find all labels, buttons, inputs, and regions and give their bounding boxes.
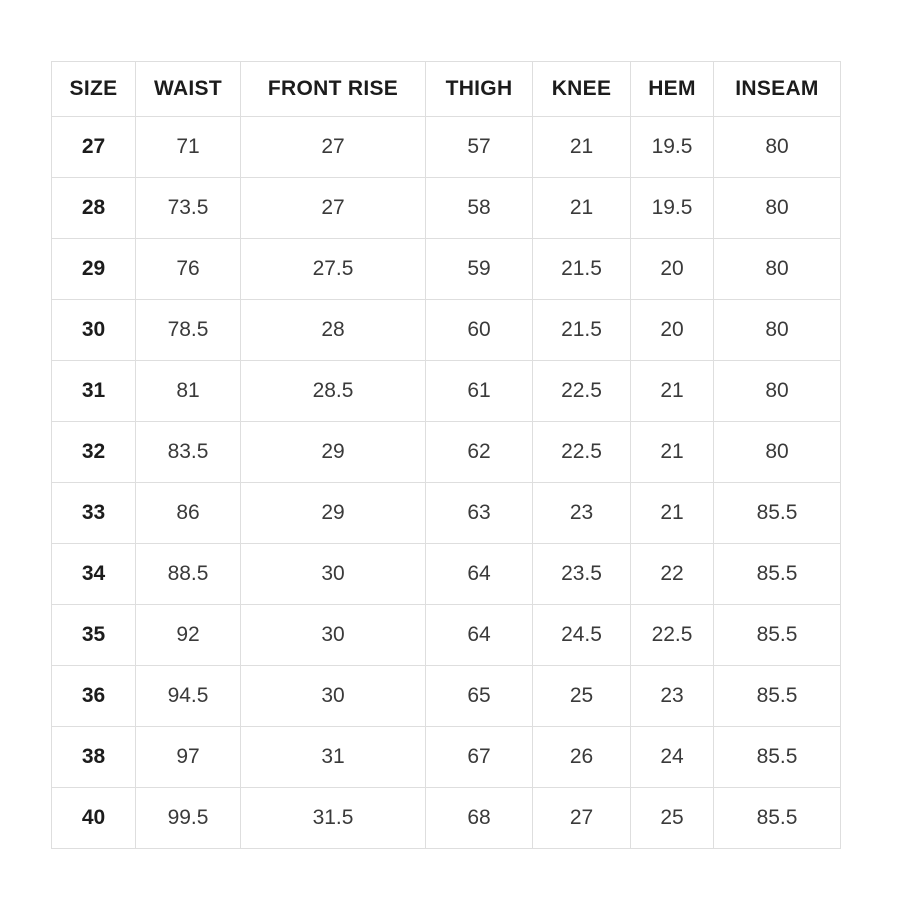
table-cell: 60: [426, 300, 533, 361]
table-cell: 80: [714, 178, 841, 239]
table-cell: 29: [241, 422, 426, 483]
table-row: [52, 483, 841, 544]
table-cell: 76: [136, 239, 241, 300]
table-row: [52, 666, 841, 727]
table-cell: 73.5: [136, 178, 241, 239]
table-cell: 78.5: [136, 300, 241, 361]
table-cell: 21: [631, 483, 714, 544]
table-cell: 27: [241, 117, 426, 178]
table-cell: 80: [714, 361, 841, 422]
table-cell: 19.5: [631, 178, 714, 239]
table-cell: 28.5: [241, 361, 426, 422]
table-cell: 86: [136, 483, 241, 544]
column-header-waist: WAIST: [136, 62, 241, 117]
table-cell: 27: [533, 788, 631, 849]
table-cell: 97: [136, 727, 241, 788]
table-cell: 85.5: [714, 666, 841, 727]
table-cell: 58: [426, 178, 533, 239]
size-cell: 28: [52, 178, 136, 239]
table-cell: 24: [631, 727, 714, 788]
table-row: [52, 178, 841, 239]
column-header-front-rise: FRONT RISE: [241, 62, 426, 117]
table-cell: 29: [241, 483, 426, 544]
table-cell: 64: [426, 605, 533, 666]
table-row: [52, 300, 841, 361]
size-cell: 27: [52, 117, 136, 178]
size-chart-table: [51, 61, 841, 849]
size-cell: 33: [52, 483, 136, 544]
size-cell: 29: [52, 239, 136, 300]
table-cell: 26: [533, 727, 631, 788]
table-cell: 23.5: [533, 544, 631, 605]
table-cell: 62: [426, 422, 533, 483]
table-cell: 83.5: [136, 422, 241, 483]
table-cell: 85.5: [714, 788, 841, 849]
table-cell: 85.5: [714, 727, 841, 788]
table-cell: 28: [241, 300, 426, 361]
table-cell: 21.5: [533, 239, 631, 300]
table-cell: 21: [631, 361, 714, 422]
size-cell: 38: [52, 727, 136, 788]
table-cell: 71: [136, 117, 241, 178]
table-cell: 27: [241, 178, 426, 239]
table-cell: 31: [241, 727, 426, 788]
table-cell: 67: [426, 727, 533, 788]
size-cell: 30: [52, 300, 136, 361]
table-cell: 25: [533, 666, 631, 727]
size-cell: 35: [52, 605, 136, 666]
table-cell: 23: [631, 666, 714, 727]
table-cell: 80: [714, 117, 841, 178]
header-row: [52, 62, 841, 117]
column-header-inseam: INSEAM: [714, 62, 841, 117]
table-cell: 80: [714, 300, 841, 361]
table-cell: 31.5: [241, 788, 426, 849]
table-cell: 88.5: [136, 544, 241, 605]
size-cell: 40: [52, 788, 136, 849]
table-cell: 65: [426, 666, 533, 727]
table-cell: 81: [136, 361, 241, 422]
column-header-thigh: THIGH: [426, 62, 533, 117]
table-cell: 30: [241, 605, 426, 666]
table-cell: 22.5: [631, 605, 714, 666]
table-cell: 92: [136, 605, 241, 666]
table-cell: 19.5: [631, 117, 714, 178]
table-cell: 63: [426, 483, 533, 544]
table-cell: 85.5: [714, 544, 841, 605]
table-row: [52, 788, 841, 849]
table-cell: 25: [631, 788, 714, 849]
size-cell: 34: [52, 544, 136, 605]
table-cell: 99.5: [136, 788, 241, 849]
table-row: [52, 239, 841, 300]
table-cell: 94.5: [136, 666, 241, 727]
table-cell: 21: [533, 178, 631, 239]
column-header-size: SIZE: [52, 62, 136, 117]
table-cell: 20: [631, 239, 714, 300]
table-row: [52, 605, 841, 666]
size-cell: 32: [52, 422, 136, 483]
table-cell: 21: [533, 117, 631, 178]
table-cell: 30: [241, 544, 426, 605]
table-cell: 61: [426, 361, 533, 422]
table-cell: 21.5: [533, 300, 631, 361]
table-cell: 24.5: [533, 605, 631, 666]
column-header-hem: HEM: [631, 62, 714, 117]
table-cell: 68: [426, 788, 533, 849]
table-row: [52, 361, 841, 422]
table-cell: 27.5: [241, 239, 426, 300]
table-cell: 22.5: [533, 361, 631, 422]
column-header-knee: KNEE: [533, 62, 631, 117]
table-cell: 22.5: [533, 422, 631, 483]
table-row: [52, 727, 841, 788]
table-cell: 85.5: [714, 483, 841, 544]
table-cell: 21: [631, 422, 714, 483]
table-cell: 57: [426, 117, 533, 178]
table-row: [52, 117, 841, 178]
table-cell: 80: [714, 422, 841, 483]
table-cell: 85.5: [714, 605, 841, 666]
table-cell: 80: [714, 239, 841, 300]
table-cell: 59: [426, 239, 533, 300]
table-row: [52, 544, 841, 605]
table-row: [52, 422, 841, 483]
table-cell: 23: [533, 483, 631, 544]
size-cell: 31: [52, 361, 136, 422]
table-cell: 30: [241, 666, 426, 727]
table-cell: 20: [631, 300, 714, 361]
table-cell: 64: [426, 544, 533, 605]
table-cell: 22: [631, 544, 714, 605]
size-cell: 36: [52, 666, 136, 727]
